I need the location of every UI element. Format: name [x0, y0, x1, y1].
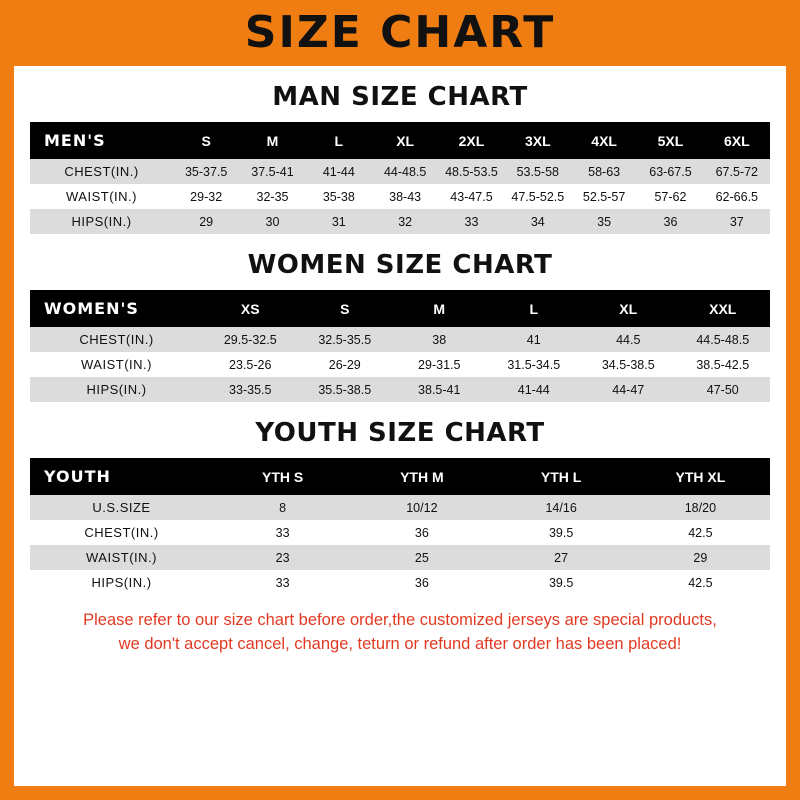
cell: 44-47 [581, 377, 676, 402]
cell: 58-63 [571, 159, 637, 184]
youth-row-label-chest: CHEST(IN.) [30, 520, 213, 545]
cell: 39.5 [492, 570, 631, 595]
chart-content [14, 82, 786, 657]
cell: 48.5-53.5 [438, 159, 504, 184]
women-row-header: WOMEN'S [30, 290, 203, 327]
youth-row-label-ussize: U.S.SIZE [30, 495, 213, 520]
cell: 26-29 [298, 352, 393, 377]
youth-row-label-waist: WAIST(IN.) [30, 545, 213, 570]
man-col-s: S [173, 122, 239, 159]
women-col-l: L [487, 290, 582, 327]
cell: 30 [239, 209, 305, 234]
cell: 29.5-32.5 [203, 327, 298, 352]
man-table-body [30, 159, 770, 234]
youth-row-label-hips: HIPS(IN.) [30, 570, 213, 595]
youth-row-header: YOUTH [30, 458, 213, 495]
cell: 63-67.5 [637, 159, 703, 184]
cell: 52.5-57 [571, 184, 637, 209]
cell: 41-44 [306, 159, 372, 184]
cell: 36 [637, 209, 703, 234]
cell: 37 [704, 209, 770, 234]
youth-col-m: YTH M [352, 458, 491, 495]
man-col-xl: XL [372, 122, 438, 159]
cell: 29 [173, 209, 239, 234]
youth-table-body [30, 495, 770, 595]
cell: 41 [487, 327, 582, 352]
women-col-xl: XL [581, 290, 676, 327]
table-row [30, 352, 770, 377]
women-row-label-hips: HIPS(IN.) [30, 377, 203, 402]
man-col-2xl: 2XL [438, 122, 504, 159]
cell: 47-50 [676, 377, 771, 402]
order-policy-notice [30, 609, 770, 657]
women-table-head [30, 290, 770, 327]
cell: 34.5-38.5 [581, 352, 676, 377]
page-banner [0, 0, 800, 66]
cell: 35.5-38.5 [298, 377, 393, 402]
cell: 42.5 [631, 570, 770, 595]
cell: 38.5-41 [392, 377, 487, 402]
table-row [30, 159, 770, 184]
cell: 38.5-42.5 [676, 352, 771, 377]
youth-col-xl: YTH XL [631, 458, 770, 495]
women-size-table [30, 290, 770, 402]
man-table-head [30, 122, 770, 159]
cell: 35-38 [306, 184, 372, 209]
women-row-label-waist: WAIST(IN.) [30, 352, 203, 377]
cell: 10/12 [352, 495, 491, 520]
cell: 62-66.5 [704, 184, 770, 209]
cell: 31 [306, 209, 372, 234]
cell: 43-47.5 [438, 184, 504, 209]
section-title-youth: YOUTH SIZE CHART [255, 418, 545, 448]
man-col-m: M [239, 122, 305, 159]
table-row [30, 209, 770, 234]
man-row-header: MEN'S [30, 122, 173, 159]
table-header-row [30, 290, 770, 327]
women-col-xs: XS [203, 290, 298, 327]
women-col-xxl: XXL [676, 290, 771, 327]
women-col-s: S [298, 290, 393, 327]
cell: 37.5-41 [239, 159, 305, 184]
table-header-row [30, 458, 770, 495]
cell: 32 [372, 209, 438, 234]
table-row [30, 495, 770, 520]
cell: 38-43 [372, 184, 438, 209]
table-row [30, 377, 770, 402]
section-title-women: WOMEN SIZE CHART [247, 250, 553, 280]
cell: 42.5 [631, 520, 770, 545]
section-title-man: MAN SIZE CHART [272, 82, 528, 112]
man-col-5xl: 5XL [637, 122, 703, 159]
table-row [30, 327, 770, 352]
man-row-label-hips: HIPS(IN.) [30, 209, 173, 234]
table-row [30, 545, 770, 570]
cell: 32-35 [239, 184, 305, 209]
youth-table-head [30, 458, 770, 495]
cell: 8 [213, 495, 352, 520]
cell: 41-44 [487, 377, 582, 402]
cell: 29-32 [173, 184, 239, 209]
women-col-m: M [392, 290, 487, 327]
cell: 33-35.5 [203, 377, 298, 402]
cell: 44.5 [581, 327, 676, 352]
youth-col-s: YTH S [213, 458, 352, 495]
youth-col-l: YTH L [492, 458, 631, 495]
table-row [30, 570, 770, 595]
man-row-label-chest: CHEST(IN.) [30, 159, 173, 184]
man-col-6xl: 6XL [704, 122, 770, 159]
cell: 18/20 [631, 495, 770, 520]
cell: 57-62 [637, 184, 703, 209]
cell: 33 [438, 209, 504, 234]
cell: 14/16 [492, 495, 631, 520]
cell: 35-37.5 [173, 159, 239, 184]
notice-line-1: Please refer to our size chart before order,the customized jerseys are special products, [83, 611, 717, 629]
cell: 27 [492, 545, 631, 570]
cell: 38 [392, 327, 487, 352]
cell: 33 [213, 570, 352, 595]
cell: 32.5-35.5 [298, 327, 393, 352]
women-table-body [30, 327, 770, 402]
table-header-row [30, 122, 770, 159]
cell: 29 [631, 545, 770, 570]
cell: 67.5-72 [704, 159, 770, 184]
page-title: SIZE CHART [244, 7, 556, 58]
man-row-label-waist: WAIST(IN.) [30, 184, 173, 209]
youth-size-table [30, 458, 770, 595]
man-size-table [30, 122, 770, 234]
cell: 29-31.5 [392, 352, 487, 377]
man-col-4xl: 4XL [571, 122, 637, 159]
man-col-3xl: 3XL [505, 122, 571, 159]
cell: 25 [352, 545, 491, 570]
cell: 36 [352, 520, 491, 545]
cell: 44.5-48.5 [676, 327, 771, 352]
cell: 53.5-58 [505, 159, 571, 184]
cell: 44-48.5 [372, 159, 438, 184]
cell: 35 [571, 209, 637, 234]
cell: 23.5-26 [203, 352, 298, 377]
man-col-l: L [306, 122, 372, 159]
cell: 36 [352, 570, 491, 595]
notice-line-2: we don't accept cancel, change, teturn or refund after order has been placed! [118, 634, 682, 653]
women-row-label-chest: CHEST(IN.) [30, 327, 203, 352]
cell: 39.5 [492, 520, 631, 545]
table-row [30, 184, 770, 209]
cell: 33 [213, 520, 352, 545]
table-row [30, 520, 770, 545]
cell: 34 [505, 209, 571, 234]
cell: 23 [213, 545, 352, 570]
cell: 47.5-52.5 [505, 184, 571, 209]
cell: 31.5-34.5 [487, 352, 582, 377]
